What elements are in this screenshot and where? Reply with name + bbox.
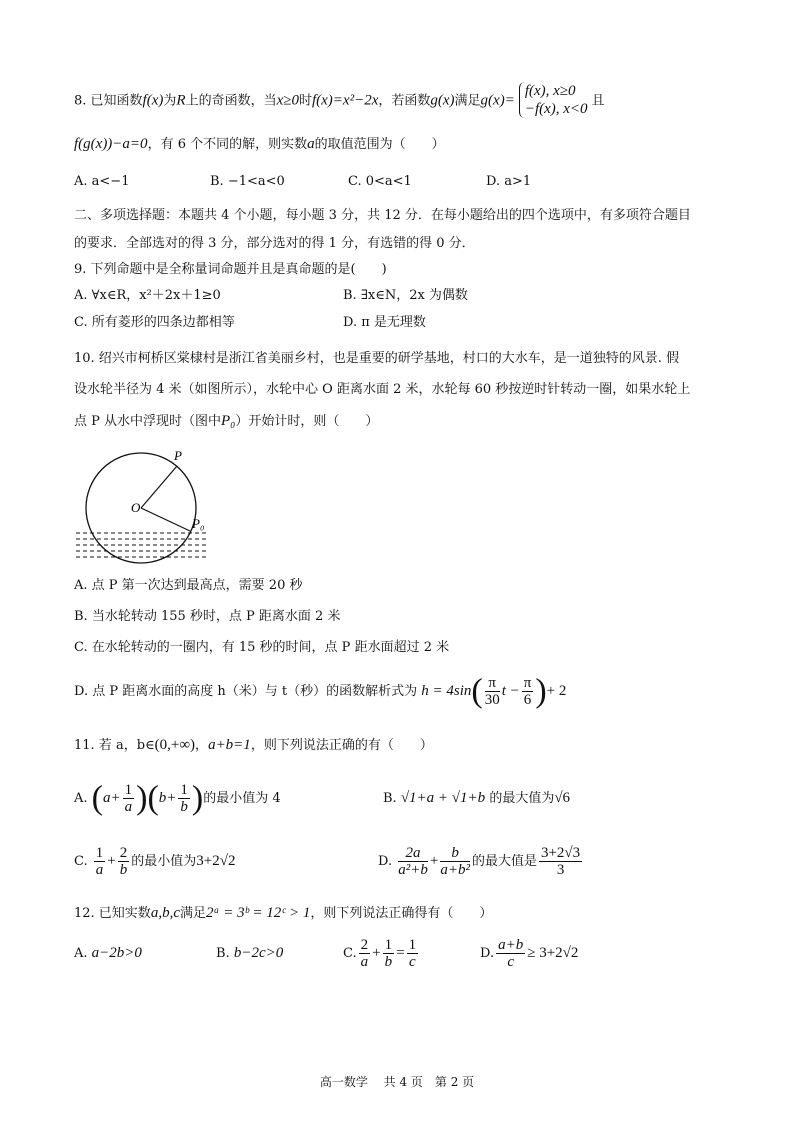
frac-1-a: [123, 782, 135, 815]
frac-den: 30: [484, 692, 500, 708]
label-o: O: [131, 500, 141, 515]
math-interval: (0,+∞): [154, 737, 196, 753]
frac-den: a²+b: [398, 862, 428, 878]
frac-num: 2: [360, 937, 369, 953]
q10-option-d: [74, 666, 566, 717]
opt-letter: B.: [216, 946, 230, 961]
paren-right: ): [535, 672, 547, 710]
frac-den: a: [360, 954, 369, 970]
math-sqrt-sum: √1+a + √1+b: [400, 790, 486, 806]
frac-num: 1: [408, 937, 417, 953]
opt-letter: A.: [74, 946, 88, 961]
q8-text: 的取值范围为（ ）: [314, 137, 445, 152]
math-fx: f(x): [142, 92, 164, 109]
math-expr: a−2b>0: [91, 945, 142, 961]
math-value: 3+2√2: [196, 853, 236, 869]
frac-pi-30: [485, 675, 500, 708]
q8-line2: [74, 134, 445, 155]
q11-option-d: [378, 838, 584, 885]
frac-2-b: [118, 845, 130, 878]
piece-2: −f(x), x<0: [524, 101, 588, 117]
math-R: R: [176, 92, 186, 109]
math-plus: +: [372, 945, 381, 961]
math-eq: f(g(x))−a=0: [74, 136, 148, 152]
q12-stem: [74, 903, 492, 924]
frac-den: a: [124, 799, 133, 815]
q10-text: ）开始计时，则（ ）: [235, 414, 379, 429]
opt-letter: A.: [74, 791, 88, 806]
q11-text: 11. 若 a，b∈: [74, 738, 155, 753]
paren-left: (: [147, 779, 159, 817]
frac-1-b: [383, 937, 395, 970]
page-footer: 高一数学 共 4 页 第 2 页: [319, 1075, 475, 1089]
q8-text: 且: [591, 93, 605, 109]
q11-option-a: [74, 774, 281, 823]
frac-1-c: [407, 937, 419, 970]
frac-num: a+b: [498, 937, 524, 953]
math-powers: 2ᵃ = 3ᵇ = 12ᶜ > 1: [206, 905, 311, 921]
math-a: a: [307, 136, 315, 152]
q8-text: ，有 6 个不同的解，则实数: [147, 137, 308, 152]
opt-letter: B.: [383, 791, 397, 806]
q11-stem: [74, 735, 433, 756]
opt-letter: D.: [480, 946, 495, 961]
water-wheel-figure: [76, 446, 216, 576]
frac-1-b: [178, 782, 190, 815]
frac-pi-6: [522, 675, 534, 708]
q10-option-c: C. 在水轮转动的一圈内，有 15 秒的时间，点 P 距水面超过 2 米: [74, 640, 450, 655]
q8-text: 8. 已知函数: [74, 93, 143, 109]
math-t: t −: [501, 683, 520, 699]
q11-option-c: [74, 838, 235, 885]
frac-den: b: [180, 799, 188, 815]
q12-text: 12. 已知实数: [74, 906, 151, 921]
q11-text: ，: [195, 738, 209, 753]
q10-line3: [74, 411, 378, 432]
opt-text: 的最小值为: [131, 854, 197, 869]
q10-line2: 设水轮半径为 4 米（如图所示），水轮中心 O 距离水面 2 米，水轮每 60 秒按逆时针转动一圈，如果水轮上: [74, 382, 691, 397]
q10-option-a: A. 点 P 第一次达到最高点，需要 20 秒: [74, 578, 303, 593]
q8-text: ，若函数: [378, 93, 431, 109]
section2-line2: 的要求．全部选对的得 3 分，部分选对的得 1 分，有选错的得 0 分．: [74, 236, 475, 251]
q8-line1: [74, 82, 605, 120]
frac-den: a+b²: [440, 862, 470, 878]
q8-text: 满足: [454, 93, 481, 109]
q9-option-a: A. ∀x∈R，x²＋2x＋1≥0: [74, 288, 221, 303]
frac-2-a: [359, 937, 371, 970]
label-p: P: [174, 448, 182, 463]
q10-d-text: D. 点 P 距离水面的高度 h（米）与 t（秒）的函数解析式为: [74, 684, 418, 699]
math-fx-def: f(x)=x²−2x: [311, 92, 379, 109]
frac-num: 1: [95, 845, 104, 861]
radius-op0: [141, 508, 190, 531]
frac-2a: [398, 845, 428, 878]
q12-option-a: [74, 943, 142, 964]
math-gx: g(x): [430, 92, 455, 109]
q8-option-c: C. 0<a<1: [348, 174, 412, 189]
math-plus: +: [107, 853, 116, 869]
frac-den: 3: [556, 862, 565, 878]
frac-den: b: [119, 862, 128, 878]
math-sum: a+b=1: [208, 737, 251, 753]
q8-text: 时: [298, 93, 312, 109]
math-b-plus: b+: [158, 790, 177, 806]
piece-1: f(x), x≥0: [524, 83, 576, 99]
paren-right: ): [191, 779, 204, 817]
label-p0: P₀: [192, 516, 205, 531]
math-p0: P₀: [221, 413, 236, 429]
frac-num: 2: [119, 845, 128, 861]
frac-1-a: [94, 845, 106, 878]
opt-letter: D.: [378, 854, 393, 869]
paren-left: (: [91, 779, 103, 817]
frac-den: b: [384, 954, 393, 970]
math-h: h = 4sin: [421, 683, 472, 699]
frac-num: π: [485, 675, 500, 692]
q8-option-b: B. −1<a<0: [210, 174, 285, 189]
q8-text: 上的奇函数，当: [185, 93, 277, 109]
frac-num: b: [440, 845, 470, 862]
frac-b: [440, 845, 470, 878]
opt-text: 的最小值为 4: [203, 791, 281, 806]
piecewise-brace: [519, 82, 588, 120]
frac-den: a: [95, 862, 104, 878]
opt-text: 的最大值是: [471, 854, 537, 869]
opt-letter: C.: [74, 854, 88, 869]
math-plus: +: [429, 853, 439, 869]
q11-text: ，则下列说法正确的有（ ）: [250, 738, 433, 753]
frac-value: [539, 845, 582, 878]
q12-text: 满足: [179, 906, 206, 921]
frac-num: 2a: [398, 845, 428, 862]
q12-option-d: [480, 930, 578, 977]
frac-den: 6: [523, 692, 532, 708]
math-cond: x≥0: [276, 92, 299, 109]
q12-option-c: [343, 930, 420, 977]
frac-num: 1: [124, 782, 133, 798]
math-gx-eq: g(x)=: [480, 92, 515, 109]
math-abc: a,b,c: [150, 905, 180, 921]
opt-letter: C.: [343, 946, 357, 961]
math-sqrt6: √6: [554, 790, 571, 806]
q10-text: 点 P 从水中浮现时（图中: [74, 414, 222, 429]
math-value: ≥ 3+2√2: [527, 945, 579, 961]
q12-option-b: [216, 943, 283, 964]
radius-op: [141, 466, 177, 508]
q9-option-d: D. π 是无理数: [343, 315, 426, 330]
paren-right: ): [136, 779, 148, 817]
q8-option-a: A. a<−1: [74, 174, 130, 189]
frac-num: 3+2√3: [540, 845, 581, 861]
section2-line1: 二、多项选择题：本题共 4 个小题，每小题 3 分，共 12 分．在每小题给出的四个选项中，有多项符合题目: [74, 208, 691, 223]
frac-ab-c: [496, 937, 525, 970]
q11-option-b: [383, 788, 570, 809]
frac-num: 1: [180, 782, 188, 798]
q10-option-b: B. 当水轮转动 155 秒时，点 P 距离水面 2 米: [74, 609, 341, 624]
frac-num: π: [523, 675, 532, 691]
q9-option-b: B. ∃x∈N，2x 为偶数: [343, 288, 468, 303]
math-a-plus: a+: [103, 790, 121, 806]
q9-option-c: C. 所有菱形的四条边都相等: [74, 315, 235, 330]
frac-den: c: [408, 954, 416, 970]
math-expr: b−2c>0: [233, 945, 284, 961]
q12-text: ，则下列说法正确得有（ ）: [310, 906, 493, 921]
math-eq: =: [396, 945, 405, 961]
paren-left: (: [471, 672, 483, 710]
q9-stem: 9. 下列命题中是全称量词命题并且是真命题的是( ): [74, 262, 387, 277]
frac-num: 1: [384, 937, 393, 953]
q10-line1: 10. 绍兴市柯桥区棠棣村是浙江省美丽乡村，也是重要的研学基地，村口的大水车，是一道独特的风景. 假: [74, 351, 680, 366]
frac-den: c: [507, 954, 514, 970]
opt-text: 的最大值为: [489, 791, 555, 806]
q8-text: 为: [163, 93, 177, 109]
q8-option-d: D. a>1: [486, 174, 532, 189]
math-plus2: + 2: [546, 683, 567, 699]
